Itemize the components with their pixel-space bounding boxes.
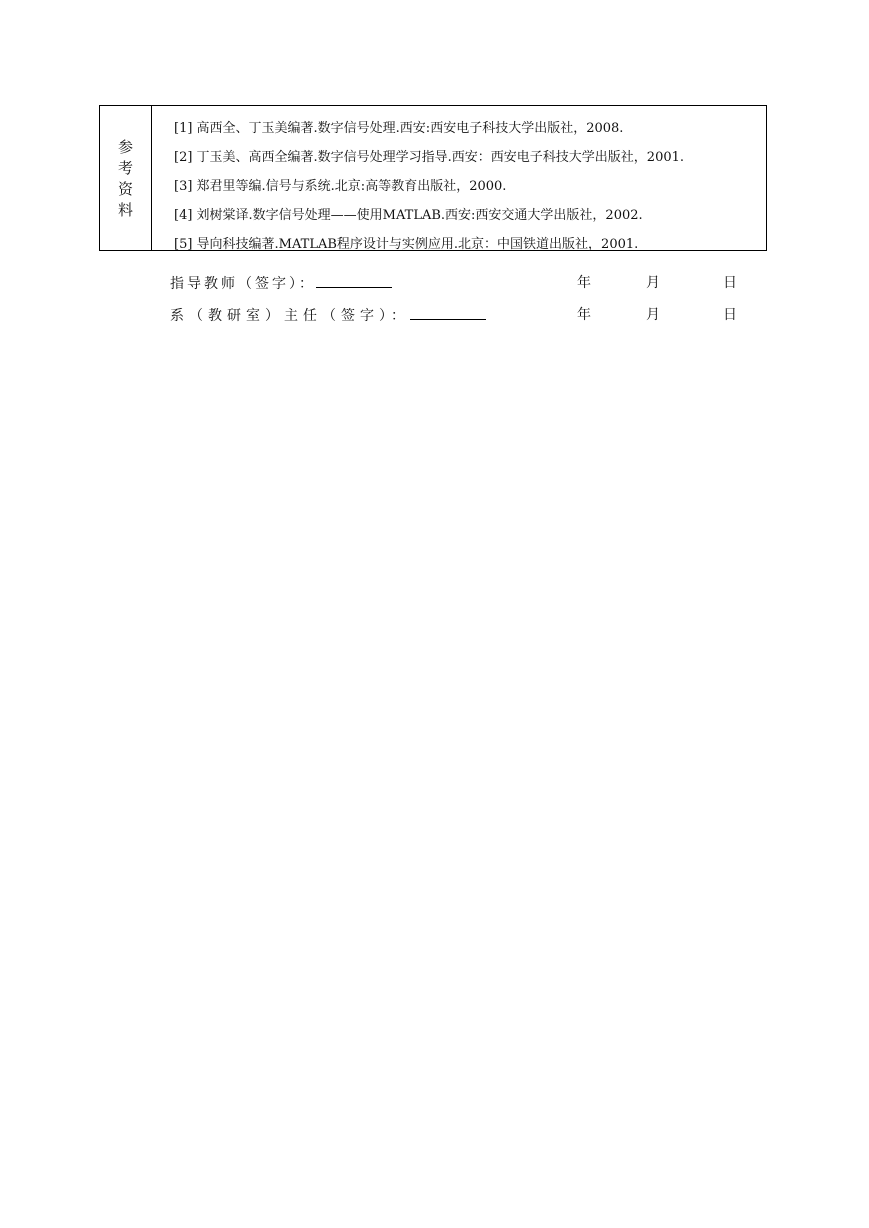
reference-item: [3] 郑君里等编.信号与系统.北京:高等教育出版社，2000. [174, 179, 507, 194]
references-heading [100, 106, 152, 250]
references-list [152, 106, 766, 250]
director-day: 日 [723, 307, 737, 323]
heading-char: 料 [117, 200, 133, 219]
advisor-signature-row [170, 272, 770, 294]
references-table [99, 105, 767, 251]
director-year: 年 [577, 307, 591, 323]
heading-char: 参 [117, 137, 133, 156]
director-label: 系（教研室）主任（签字）： [170, 308, 410, 324]
heading-char: 考 [117, 158, 133, 177]
reference-item: [5] 导向科技编著.MATLAB程序设计与实例应用.北京：中国铁道出版社，2001. [174, 237, 639, 252]
advisor-signature-line [316, 272, 392, 288]
director-signature-row [170, 304, 770, 326]
reference-item: [4] 刘树棠译.数字信号处理——使用MATLAB.西安:西安交通大学出版社，2002. [174, 208, 643, 223]
advisor-month: 月 [646, 275, 660, 291]
director-month: 月 [646, 307, 660, 323]
advisor-day: 日 [723, 275, 737, 291]
advisor-label: 指导教师（签字）： [170, 276, 316, 292]
advisor-signature [170, 272, 392, 295]
reference-item: [2] 丁玉美、高西全编著.数字信号处理学习指导.西安：西安电子科技大学出版社，2001. [174, 150, 685, 165]
reference-item: [1] 高西全、丁玉美编著.数字信号处理.西安:西安电子科技大学出版社，2008. [174, 121, 624, 136]
director-signature-line [410, 304, 486, 320]
director-signature [170, 304, 486, 327]
heading-char: 资 [117, 179, 133, 198]
advisor-year: 年 [577, 275, 591, 291]
